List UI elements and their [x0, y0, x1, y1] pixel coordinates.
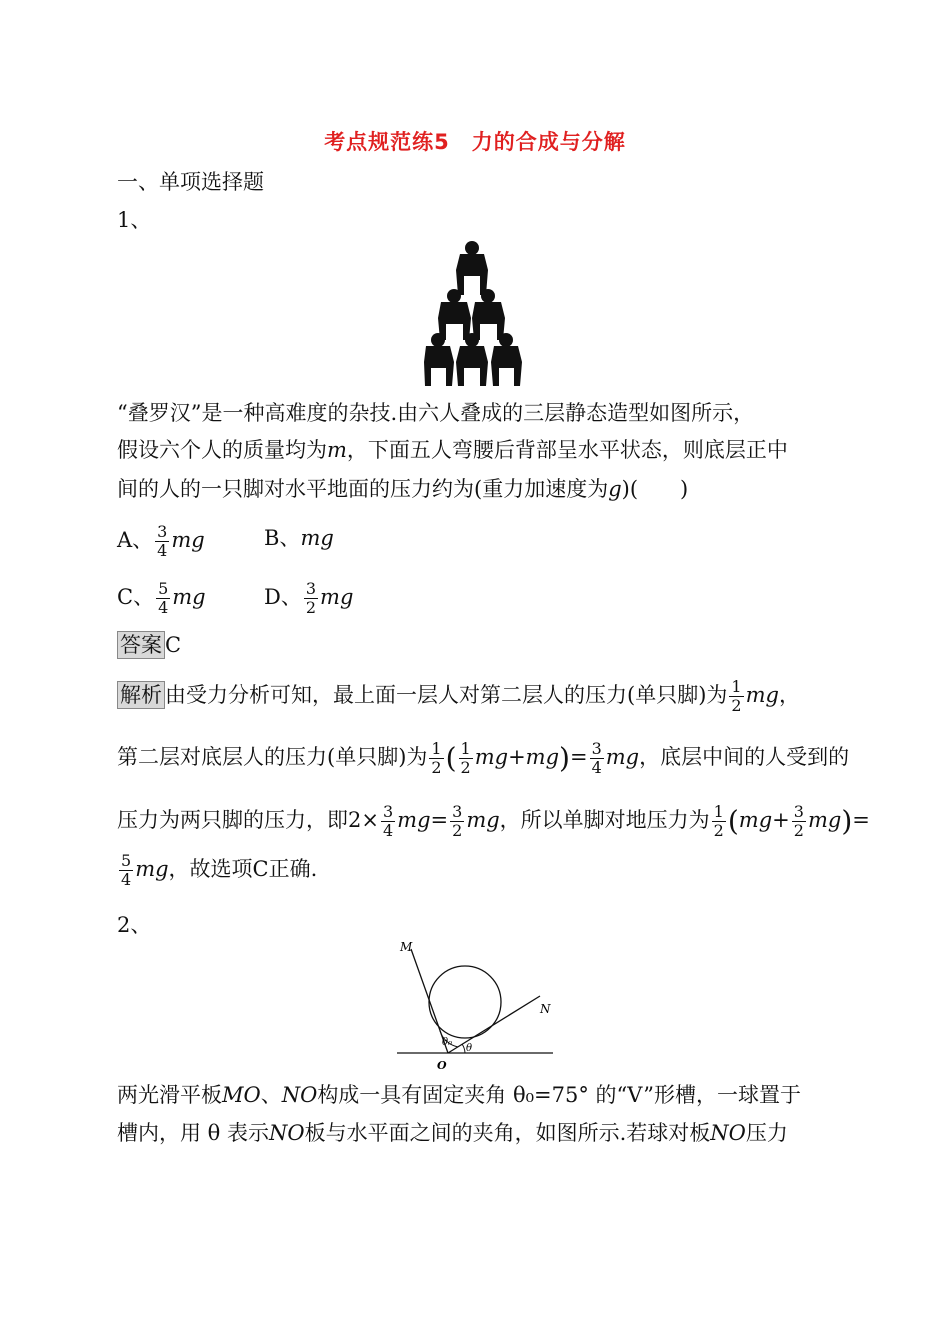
v-groove-diagram: [395, 935, 560, 1075]
analysis-line-3: 压力为两只脚的压力，即2× $\frac{3}{4}$ mg= $\frac{3}{2}$ mg，所以单脚对地压力为 $\frac{1}{2}$ (mg+ $\frac{3}{2}$ mg)=: [117, 802, 870, 840]
answer-value: C: [165, 633, 182, 657]
question-1-line-3: 间的人的一只脚对水平地面的压力约为(重力加速度为g)( ): [117, 477, 689, 501]
page-title: 考点规范练5 力的合成与分解: [324, 130, 626, 154]
option-d[interactable]: D、 $\frac{3}{2}$ mg: [264, 579, 354, 617]
analysis-line-1: 解析 由受力分析可知，最上面一层人对第二层人的压力(单只脚)为 $\frac{1}{2}$ mg，: [117, 678, 800, 715]
analysis-tag: 解析: [117, 681, 165, 709]
section-heading: 一、单项选择题: [117, 170, 264, 194]
question-1-line-2: 假设六个人的质量均为m，下面五人弯腰后背部呈水平状态，则底层正中: [117, 438, 788, 462]
question-1-line-1: “叠罗汉”是一种高难度的杂技.由六人叠成的三层静态造型如图所示，: [117, 401, 755, 425]
question-2-line-1: 两光滑平板MO、NO构成一具有固定夹角 θ₀=75° 的“V”形槽，一球置于: [117, 1083, 801, 1107]
option-a[interactable]: A、 $\frac{3}{4}$ mg: [117, 522, 205, 560]
label-theta: θ: [466, 1043, 473, 1054]
option-b[interactable]: B、mg: [264, 526, 334, 550]
analysis-line-2: 第二层对底层人的压力(单只脚)为 $\frac{1}{2}$ ( $\frac{1}{2}$ mg+mg)= $\frac{3}{4}$ mg，底层中间的人受到的: [117, 739, 850, 777]
label-m: M: [400, 940, 413, 954]
label-o: O: [437, 1059, 447, 1072]
human-pyramid-figure: [424, 240, 534, 390]
option-c[interactable]: C、 $\frac{5}{4}$ mg: [117, 579, 206, 617]
label-theta0: θ₀: [442, 1037, 453, 1048]
question-2-line-2: 槽内，用 θ 表示NO板与水平面之间的夹角，如图所示.若球对板NO压力: [117, 1121, 788, 1145]
label-n: N: [540, 1002, 551, 1016]
question-2-number: 2、: [117, 913, 152, 937]
answer-tag: 答案: [117, 631, 165, 659]
question-1-number: 1、: [117, 208, 152, 232]
answer-line: [117, 630, 181, 660]
analysis-line-4: $\frac{5}{4}$ mg，故选项C正确.: [121, 851, 318, 889]
